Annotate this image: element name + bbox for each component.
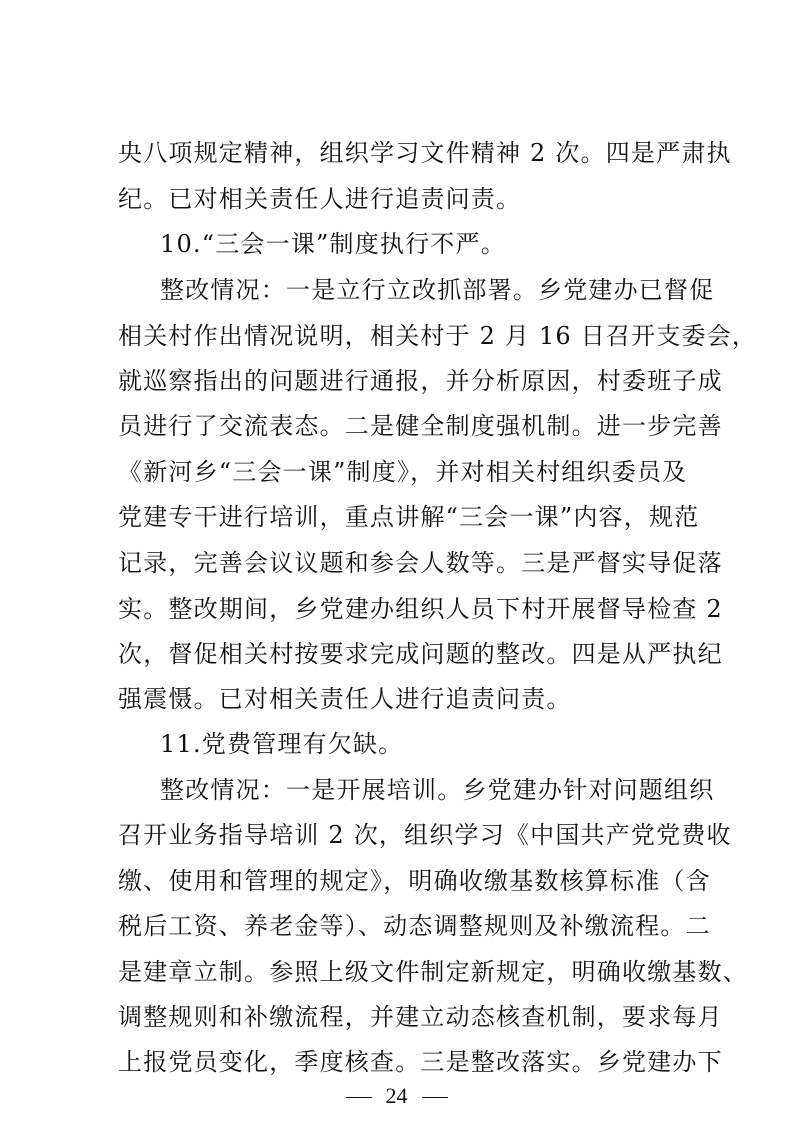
text-line: 缴、使用和管理的规定》，明确收缴基数核算标准（含 bbox=[118, 867, 711, 895]
section-heading-10: 10.“三会一课”制度执行不严。 bbox=[160, 230, 506, 258]
text-line: 税后工资、养老金等）、动态调整规则及补缴流程。二 bbox=[118, 912, 711, 940]
page-footer bbox=[0, 1082, 793, 1110]
text-line: 员进行了交流表态。二是健全制度强机制。进一步完善 bbox=[118, 412, 723, 440]
footer-dash-right bbox=[422, 1097, 448, 1098]
text-line: 是建章立制。参照上级文件制定新规定，明确收缴基数、 bbox=[118, 958, 748, 986]
text-line: 次，督促相关村按要求完成问题的整改。四是从严执纪 bbox=[118, 640, 723, 668]
page-number: 24 bbox=[385, 1083, 408, 1108]
text-line: 《新河乡“三会一课”制度》，并对相关村组织委员及 bbox=[118, 458, 688, 486]
text-line: 相关村作出情况说明，相关村于 2 月 16 日召开支委会， bbox=[118, 322, 758, 350]
text-line: 强震慑。已对相关责任人进行追责问责。 bbox=[118, 685, 572, 713]
section-heading-11: 11.党费管理有欠缺。 bbox=[160, 730, 404, 758]
text-line: 记录，完善会议议题和参会人数等。三是严督实导促落 bbox=[118, 549, 723, 577]
text-line: 调整规则和补缴流程，并建立动态核查机制，要求每月 bbox=[118, 1003, 723, 1031]
text-line: 整改情况：一是开展培训。乡党建办针对问题组织 bbox=[160, 776, 715, 804]
text-line: 央八项规定精神，组织学习文件精神 2 次。四是严肃执 bbox=[118, 139, 732, 167]
text-line: 上报党员变化，季度核查。三是整改落实。乡党建办下 bbox=[118, 1048, 723, 1076]
footer-dash-left bbox=[346, 1097, 372, 1098]
text-line: 实。整改期间，乡党建办组织人员下村开展督导检查 2 bbox=[118, 595, 723, 623]
text-line: 就巡察指出的问题进行通报，并分析原因，村委班子成 bbox=[118, 367, 723, 395]
text-line: 党建专干进行培训，重点讲解“三会一课”内容，规范 bbox=[118, 503, 700, 531]
text-line: 纪。已对相关责任人进行追责问责。 bbox=[118, 185, 522, 213]
text-line: 整改情况：一是立行立改抓部署。乡党建办已督促 bbox=[160, 276, 715, 304]
text-line: 召开业务指导培训 2 次，组织学习《中国共产党党费收 bbox=[118, 821, 732, 849]
